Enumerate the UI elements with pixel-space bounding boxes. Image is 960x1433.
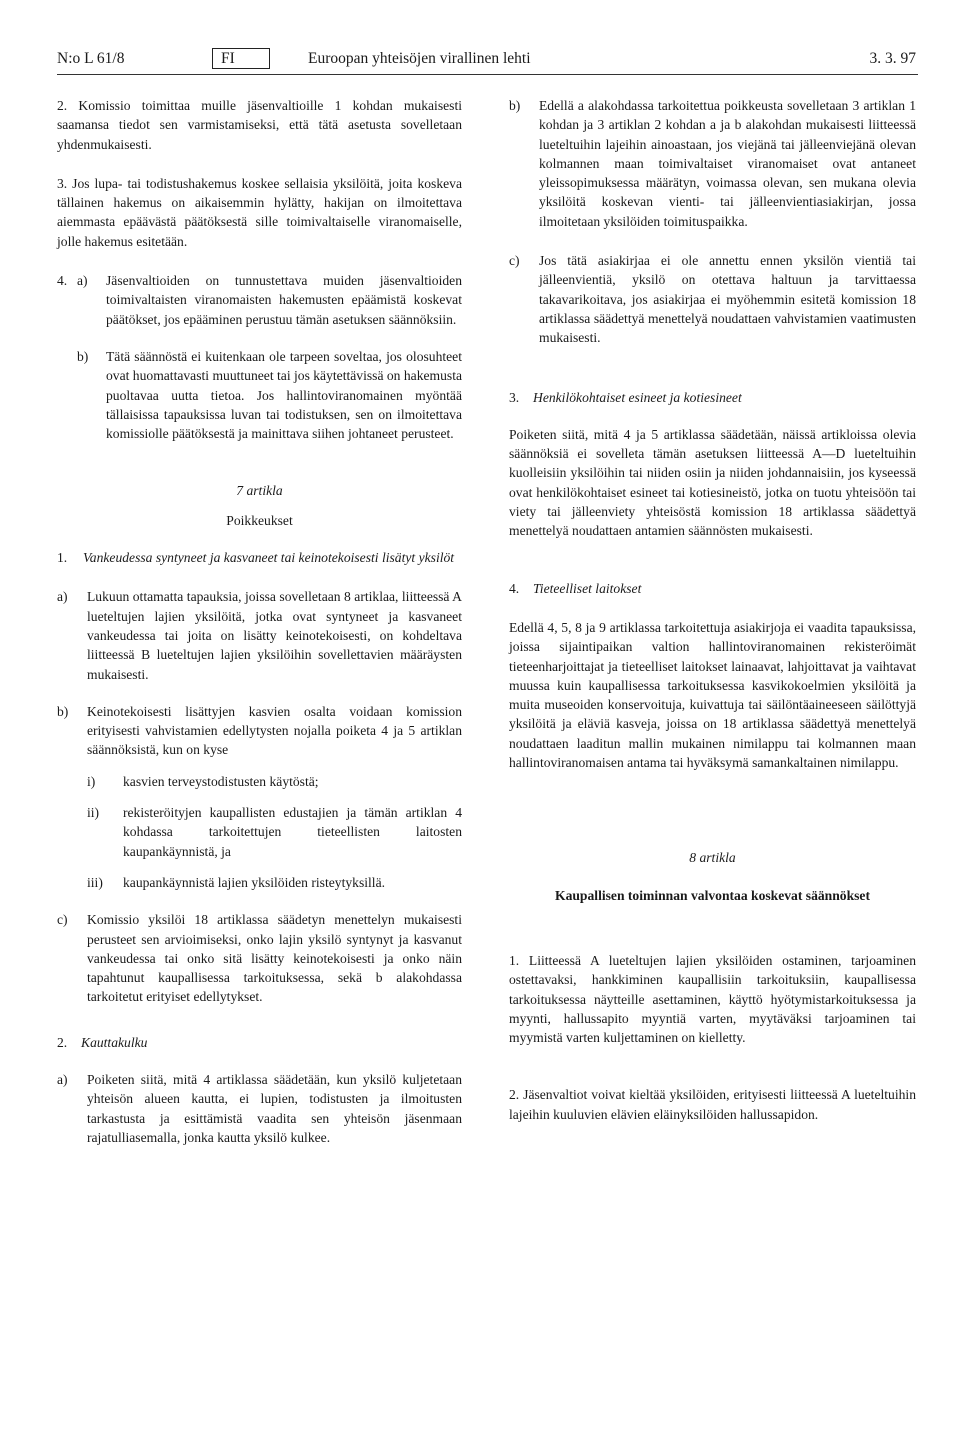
- item-text: Edellä a alakohdassa tarkoitettua poikkeusta sovelletaan 3 artiklan 1 kohdan ja 3 artiklan 2 kohdan a ja b alakohdan mukaisesti liitteessä lueteltuihin lajeihin ainoastaan, jos viejänä tai jälleenviejänä olevan kolmannen maan toimivaltaiset viranomaiset ovat antaneet yleissopimuksessa määrätyn, voimassa olevan, sen mukana olevia yksilöitä koskevan vienti- tai jälleenvientiasiakirjan, jossa ilmoitetaan yksilöiden toimituspaikka.: [539, 98, 916, 229]
- article-7-heading: Poikkeukset: [226, 512, 293, 528]
- item-label: b): [509, 98, 521, 113]
- article-8-title: 8 artikla: [689, 850, 736, 866]
- item-text: Poiketen siitä, mitä 4 artiklassa säädetään, kun yksilö kuljetetaan yhteisön alueen kautta, ei lupien, todistusten ja ilmoitusten tarkastusta ja esittämistä vaadita sen yhteisön jäsenmaan rajatulliasemalla, jonka kautta yksilö kulkee.: [87, 1071, 462, 1145]
- sub-item-label: i): [87, 773, 96, 789]
- section-heading: Tieteelliset laitokset: [533, 580, 642, 596]
- section-number: 4.: [509, 580, 520, 596]
- sub-item-iii: [87, 873, 462, 892]
- sub-item-ii: [87, 803, 462, 861]
- item-label: b): [57, 703, 69, 719]
- section-3-text: Poiketen siitä, mitä 4 ja 5 artiklassa säädetään, näissä artikloissa olevia säännöksiä ei sovelleta tämän asetuksen liitteessä A—D lueteltuihin kuolleisiin yksilöihin tai niiden osiin ja niiden johdannaisiin, jos kyseessä ovat henkilökohtaiset esineet tai kotiesineistö, jotka on tuotu yhteisöön tai viety tai jälleenviety yhteisöstä komission 18 artiklassa säädettyä menettelyä noudattaen antamien säännösten mukaisesti.: [509, 426, 916, 539]
- page-header: [57, 50, 916, 74]
- section-number: 1.: [57, 550, 68, 566]
- header-rule: [57, 74, 918, 75]
- article-7-title: 7 artikla: [236, 483, 283, 499]
- issue-date: 3. 3. 97: [869, 50, 916, 67]
- item-label: c): [509, 253, 520, 269]
- item-text: Lukuun ottamatta tapauksia, joissa sovelletaan 8 artiklaa, liitteessä A lueteltujen lajien yksilöitä, jotka ovat syntyneet ja kasvaneet vankeudessa tai joita on lisätty keinotekoisesti, on kohdeltava liitteessä B lueteltujen lajien yksilöihin sovellettavien määräysten mukaisesti.: [87, 589, 462, 682]
- sub-item-label: iii): [87, 874, 103, 890]
- item-2b: [509, 96, 916, 231]
- section-heading: Kauttakulku: [81, 1034, 148, 1050]
- page-number: N:o L 61/8: [57, 50, 125, 67]
- article-8-paragraph-1: 1. Liitteessä A lueteltujen lajien yksilöiden ostaminen, tarjoaminen ostettavaksi, hankkiminen kaupallisiin tarkoituksiin, kaupallisessa tarkoituksessa näytteille asettaminen, käyttö hyötymistarkoituksessa ja myynti, hallussapito myyntiä varten, myytäväksi tarjoaminen tai myymistä varten kuljettaminen on kielletty.: [509, 952, 916, 1046]
- section-3-heading: [509, 388, 916, 407]
- section-2-heading: [57, 1033, 462, 1052]
- sub-item-label: ii): [87, 805, 100, 821]
- section-number: 3.: [509, 389, 520, 405]
- sub-item-text: rekisteröityjen kaupallisten edustajien ja tämän artiklan 4 kohdassa tarkoitettujen tieteellisten laitosten kaupankäynnistä, ja: [123, 805, 462, 859]
- language-box: FI: [212, 48, 270, 69]
- item-1b: [57, 702, 462, 760]
- left-column: [57, 96, 462, 1147]
- section-heading: Henkilökohtaiset esineet ja kotiesineet: [533, 389, 742, 405]
- paragraph-2: 2. Komissio toimittaa muille jäsenvaltioille 1 kohdan mukaisesti saamansa tiedot sen varmistamiseksi, että tätä asetusta sovelletaan yhdenmukaisesti.: [57, 98, 462, 152]
- item-2a: [57, 1070, 462, 1147]
- item-label: c): [57, 912, 68, 928]
- item-text: Jäsenvaltioiden on tunnustettava muiden jäsenvaltioiden toimivaltaisten viranomaisten hakemusten epäämistä koskevat päätökset, jos epääminen perustuu tämän asetuksen säännöksiin.: [106, 273, 462, 327]
- item-text: Komissio yksilöi 18 artiklassa säädetyn menettelyn mukaisesti perusteet sen arvioimiseksi, onko lajin yksilö syntynyt ja kasvanut vankeudessa tai onko sitä lisätty keinotekoisesti ja onko näin tapahtunut kaupallisessa tarkoituksessa, sekä b alakohdassa tarkoitetut erityiset edellytykset.: [87, 912, 462, 1005]
- item-label: a): [57, 589, 68, 605]
- section-4-heading: [509, 579, 916, 598]
- item-text: Tätä säännöstä ei kuitenkaan ole tarpeen soveltaa, jos olosuhteet ovat huomattavasti muuttuneet tai jos käytettävissä on hakemusta puoltavaa uutta tietoa. Jos hallintoviranomainen myöntää tällaisissa tapauksissa luvan tai todistuksen, sen on ilmoitettava komissiolle päätöksestä ja mainittava siihen johtaneet perusteet.: [106, 348, 462, 442]
- section-number: 2.: [57, 1034, 68, 1050]
- section-1-heading: [57, 548, 462, 567]
- right-column: [509, 96, 916, 1124]
- sub-item-text: kasvien terveystodistusten käytöstä;: [123, 773, 319, 789]
- item-text: Jos tätä asiakirjaa ei ole annettu ennen yksilön vientiä tai jälleenvientiä, yksilö on otettava haltuun ja tarvittaessa takavarikoitava, jos asiakirjaa ei myöhemmin esitetä komission 18 artiklassa säädettyä menettelyä noudattaen vahvistamien vaatimusten mukaisesti.: [539, 253, 916, 346]
- article-8-paragraph-2: 2. Jäsenvaltiot voivat kieltää yksilöiden, erityisesti liitteessä A lueteltuihin lajeihin kuuluvien elävien eläinyksilöiden hallussapidon.: [509, 1087, 916, 1122]
- item-label: a): [77, 273, 88, 289]
- sub-item-text: kaupankäynnistä lajien yksilöiden risteytyksillä.: [123, 874, 386, 890]
- paragraph-4-number: 4.: [57, 273, 68, 289]
- item-1a: [57, 587, 462, 683]
- paragraph-3: 3. Jos lupa- tai todistushakemus koskee sellaisia yksilöitä, joita koskeva tällainen hakemus on aikaisemmin hylätty, hakijan on ilmoitettava aiemmasta epäävästä päätöksestä sille toimivaltaiselle viranomaiselle, jolle hakemus esitetään.: [57, 175, 462, 249]
- section-4-text: Edellä 4, 5, 8 ja 9 artiklassa tarkoitettuja asiakirjoja ei vaadita tapauksissa, joissa sijaintipaikan valtion hallintoviranomainen rekisteröimät tieteenharjoittajat ja tieteelliset laitokset lainaavat, lahjoittavat ja vaihtavat muussa kuin kaupallisessa tarkoituksessa kasvikokoelmien yksilöitä ja muita museoiden konservoituja, kuivattuja tai säilöntäaineeseen säilöttyjä yksilöitä ja eläviä kasveja, joissa on 18 artiklassa säädettyä menettelyä noudattaen laaditun mallin mukainen nimilappu tai kolmannen maan hallintoviranomaisen antama tai hyväksymä samankaltainen nimilappu.: [509, 619, 916, 771]
- item-text: Keinotekoisesti lisättyjen kasvien osalta voidaan komission erityisesti vahvistamien edellytysten nojalla poiketa 4 ja 5 artiklan säännöksistä, kun on kyse: [87, 703, 462, 758]
- sub-item-i: [87, 772, 462, 791]
- item-1c: [57, 910, 462, 1006]
- section-heading: Vankeudessa syntyneet ja kasvaneet tai keinotekoisesti lisätyt yksilöt: [83, 550, 455, 566]
- journal-title: Euroopan yhteisöjen virallinen lehti: [308, 50, 531, 67]
- item-2c: [509, 251, 916, 347]
- item-label: a): [57, 1071, 68, 1087]
- paragraph-4a: [57, 271, 462, 329]
- paragraph-4b: [77, 347, 462, 443]
- item-label: b): [77, 348, 89, 364]
- article-8-heading: Kaupallisen toiminnan valvontaa koskevat säännökset: [555, 887, 870, 903]
